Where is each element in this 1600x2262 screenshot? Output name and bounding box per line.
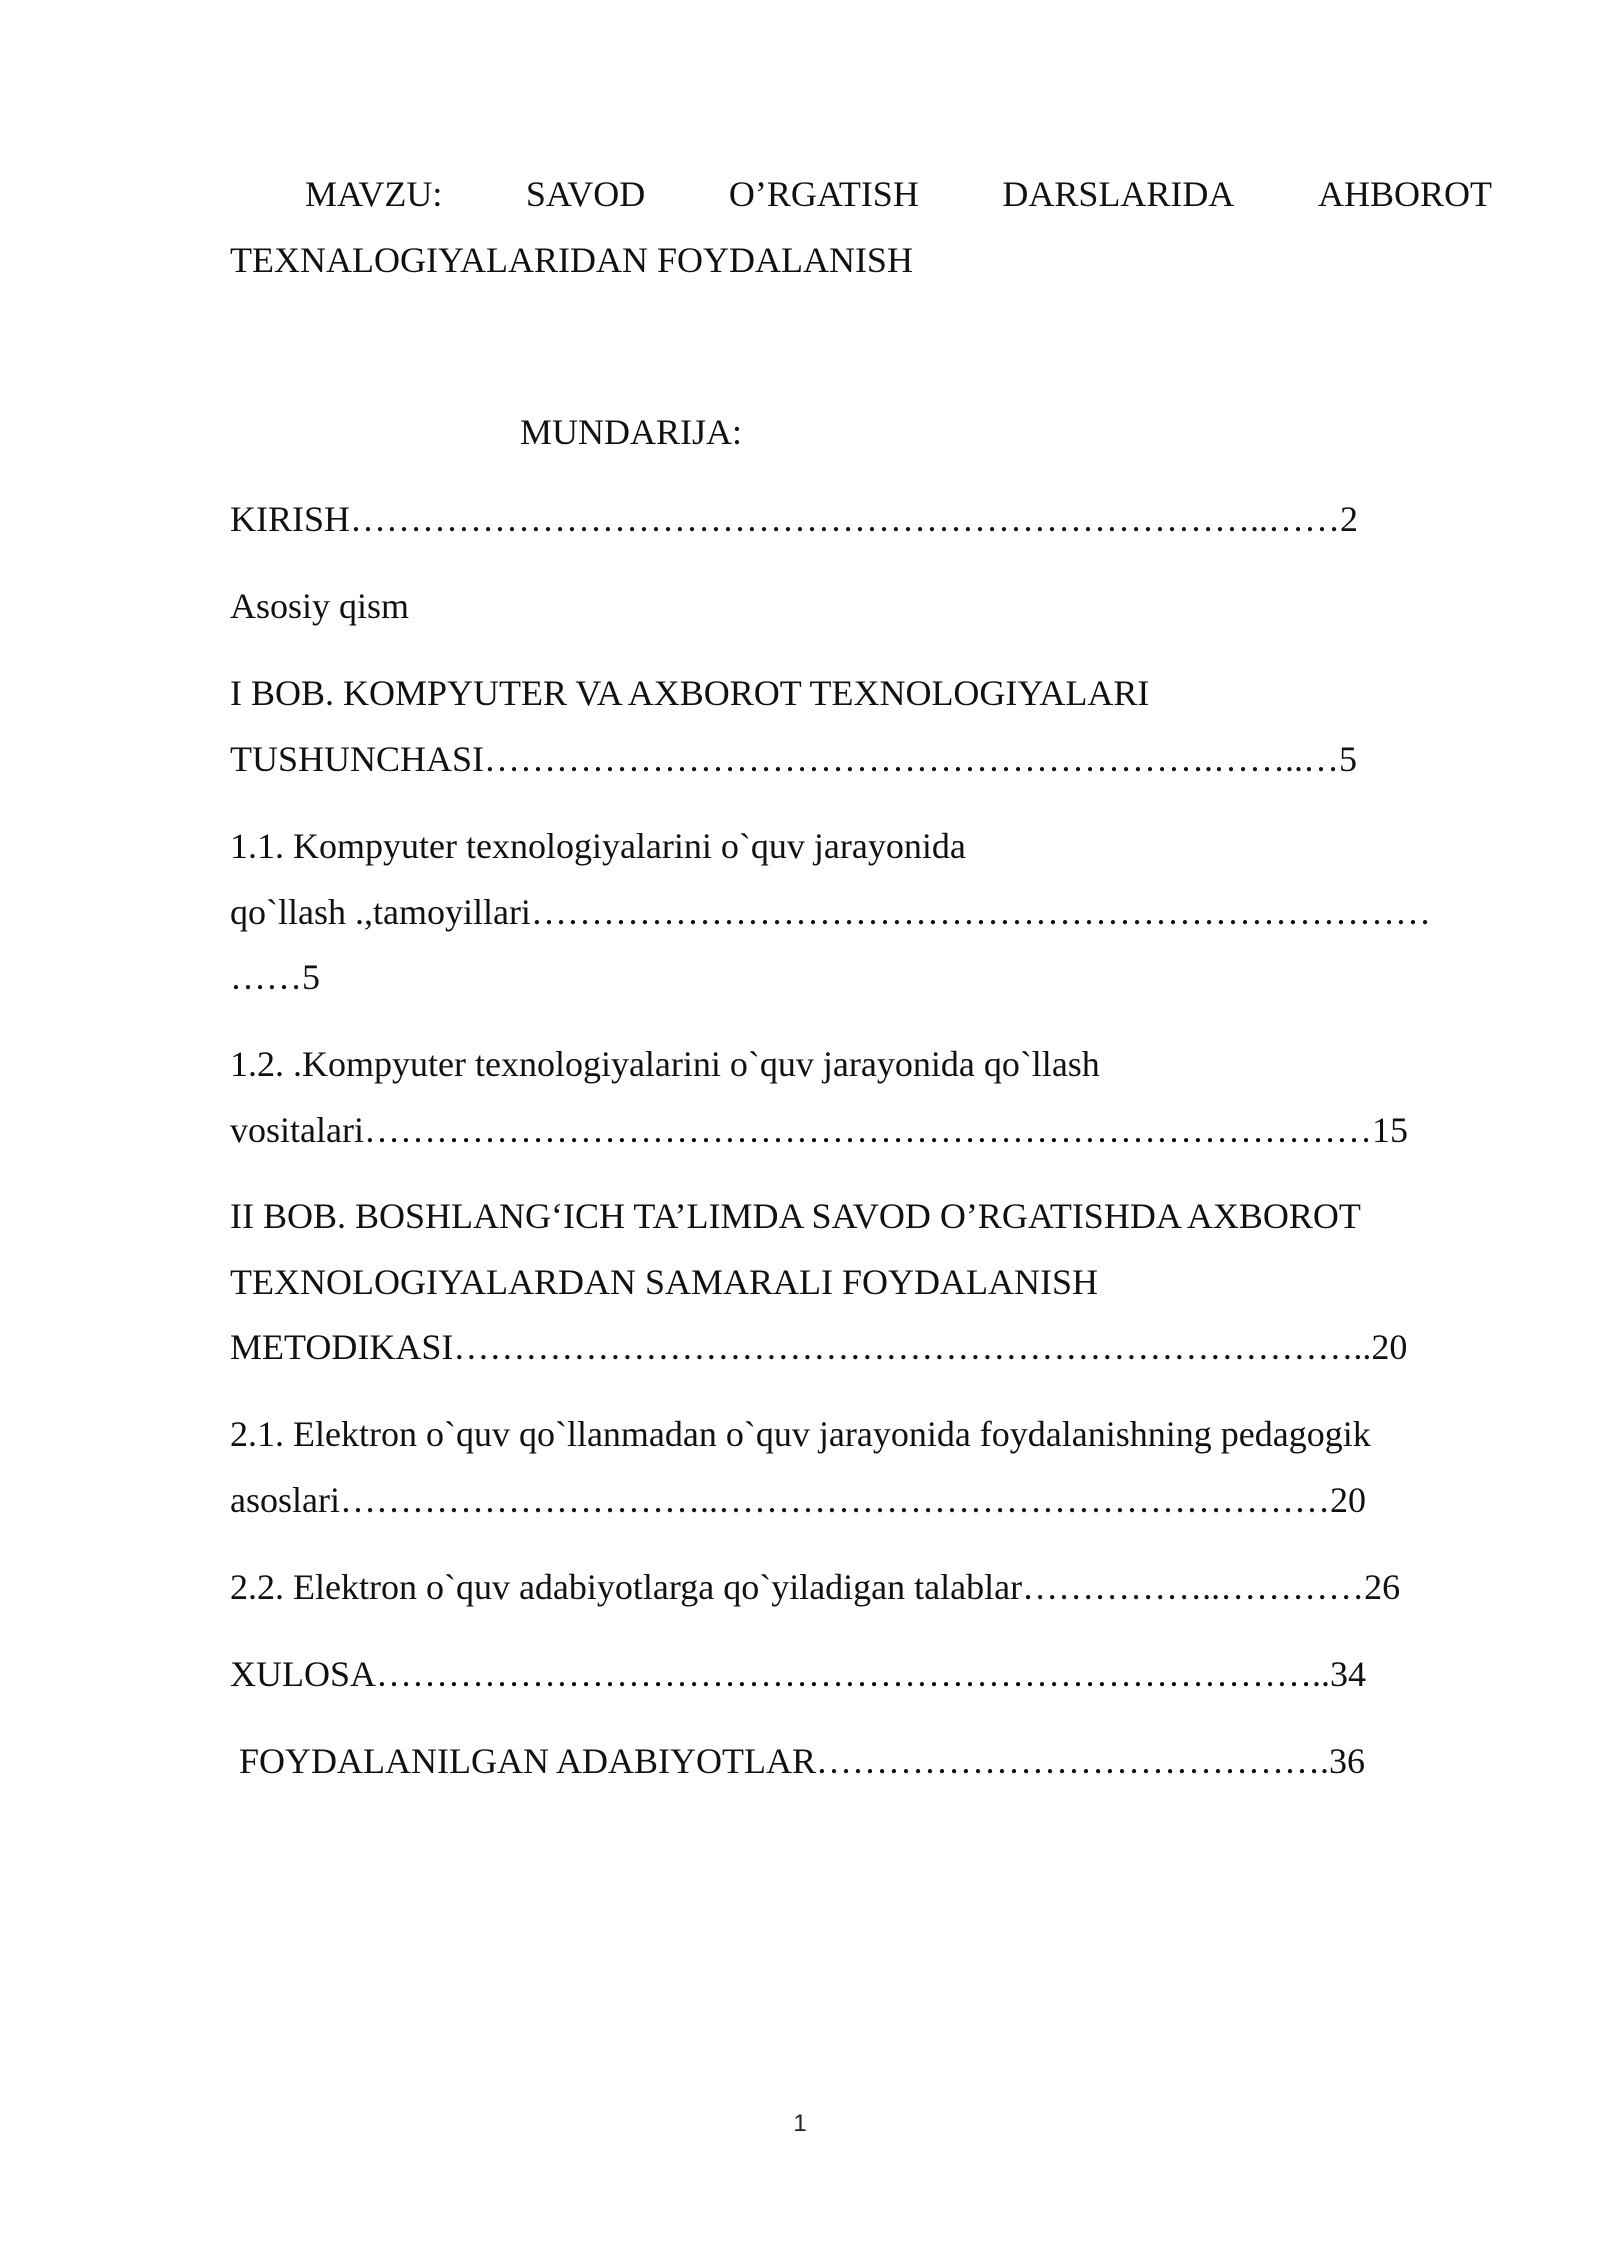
title-word: AHBOROT — [1317, 174, 1492, 214]
toc-entry-2-1-page: asoslari…………………………..……………………………………………20 — [230, 1480, 1366, 1520]
toc-heading: MUNDARIJA: — [520, 412, 743, 452]
toc-entry-bob2-page: METODIKASI…………………………………………………………………..20 — [230, 1327, 1408, 1367]
toc-entry-kirish: KIRISH…………………………………………………………………..……2 — [230, 499, 1359, 539]
title-word: DARSLARIDA — [1002, 174, 1235, 214]
toc-entry-2-2: 2.2. Elektron o`quv adabiyotlarga qo`yiladigan talablar……………..…………26 — [230, 1567, 1401, 1607]
toc-entry-bob2-cont: TEXNOLOGIYALARDAN SAMARALI FOYDALANISH — [230, 1262, 1098, 1302]
title-line-2: TEXNALOGIYALARIDAN FOYDALANISH — [230, 240, 913, 280]
title-word: O’RGATISH — [728, 174, 919, 214]
title-word: SAVOD — [525, 174, 646, 214]
toc-asosiy-qism: Asosiy qism — [230, 586, 410, 626]
toc-entry-1-2-page: vositalari…………………………………………………………………………15 — [230, 1110, 1408, 1150]
toc-entry-1-2-title: 1.2. .Kompyuter texnologiyalarini o`quv jarayonida qo`llash — [230, 1044, 1100, 1084]
title-word: MAVZU: — [305, 174, 443, 214]
page-number: 1 — [793, 2110, 807, 2137]
toc-entry-adabiyotlar: FOYDALANILGAN ADABIYOTLAR…………………………………….36 — [230, 1741, 1365, 1781]
toc-entry-2-1-title: 2.1. Elektron o`quv qo`llanmadan o`quv jarayonida foydalanishning pedagogik — [230, 1414, 1371, 1454]
toc-entry-bob1-title: I BOB. KOMPYUTER VA AXBOROT TEXNOLOGIYALARI — [230, 673, 1150, 713]
toc-entry-1-1-title: 1.1. Kompyuter texnologiyalarini o`quv jarayonida — [230, 826, 966, 866]
title-line-1 — [230, 172, 1492, 216]
toc-entry-1-1-cont: qo`llash .,tamoyillari………………………………………………………………… — [230, 892, 1431, 932]
toc-entry-xulosa: XULOSA……………………………………………………………………..34 — [230, 1654, 1367, 1694]
toc-entry-bob2-title: II BOB. BOSHLANG‘ICH TA’LIMDA SAVOD O’RGATISHDA AXBOROT — [230, 1196, 1361, 1236]
toc-entry-bob1-page: TUSHUNCHASI…………………………………………………….……..…5 — [230, 739, 1358, 779]
toc-entry-1-1-page: ……5 — [230, 957, 320, 997]
